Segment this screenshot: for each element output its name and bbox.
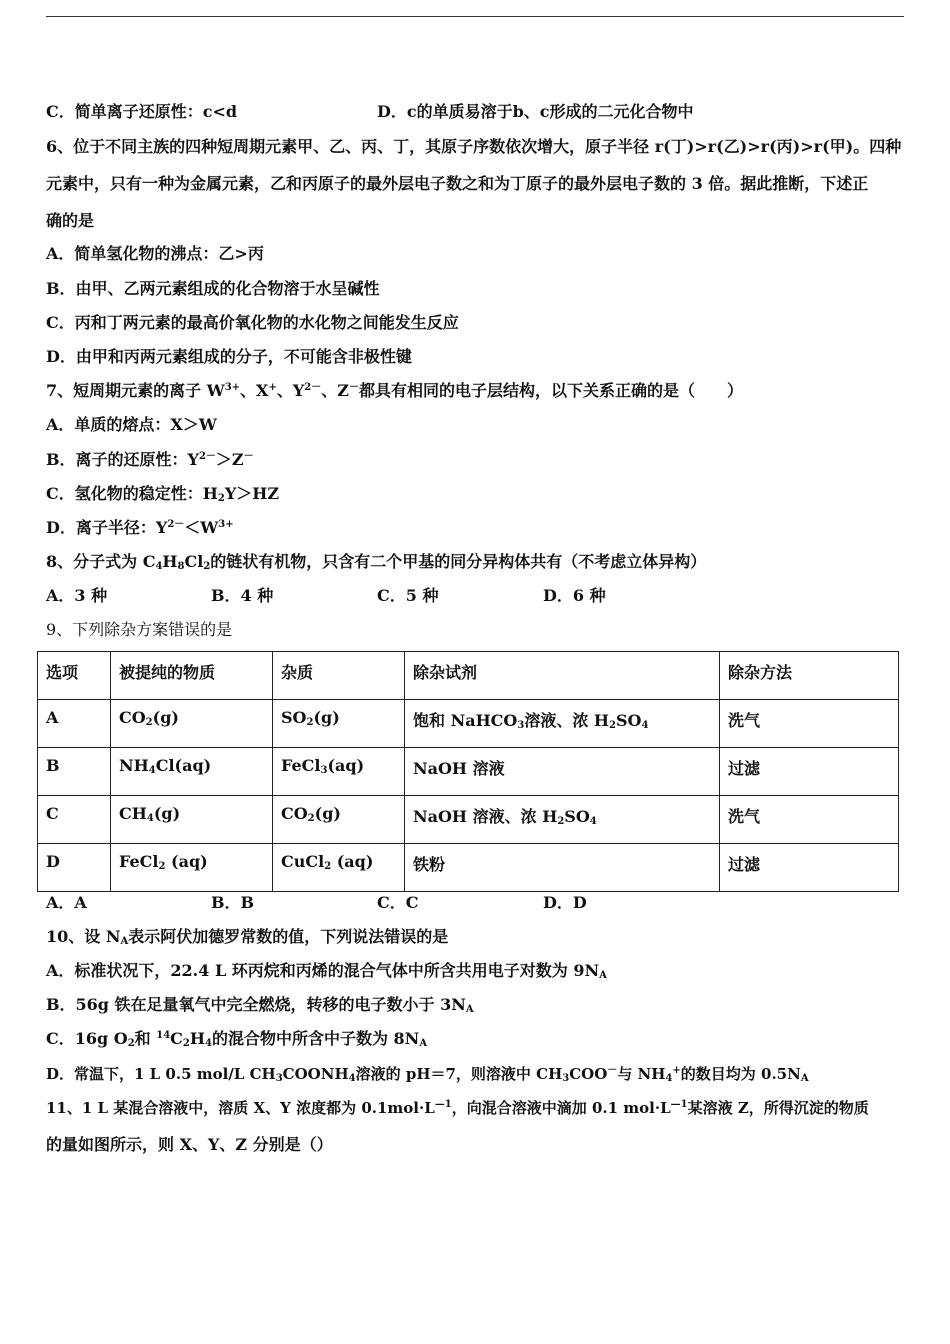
q9-stem: 9、下列除杂方案错误的是 xyxy=(46,620,233,639)
q8-option-b: B．4 种 xyxy=(211,586,274,605)
substance-cell: $NH_4Cl(aq)$ xyxy=(111,748,273,796)
q6-stem-line1: 6、位于不同主族的四种短周期元素甲、乙、丙、丁，其原子序数依次增大，原子半径 r(丁)>r(乙)>r(丙)>r(甲)。四种 xyxy=(46,137,902,156)
method-cell: 过滤 xyxy=(720,844,899,892)
substance-cell: $CO_2(g)$ xyxy=(111,700,273,748)
reagent-cell: 铁粉 xyxy=(405,844,720,892)
q11-stem-line2: 的量如图所示，则 X、Y、Z 分别是（） xyxy=(46,1135,333,1154)
table-row xyxy=(38,700,899,748)
header-cell: 除杂方法 xyxy=(720,652,899,700)
q6-option-c: C．丙和丁两元素的最高价氧化物的水化物之间能发生反应 xyxy=(46,313,459,332)
q11-stem-line1: 11、1 L 某混合溶液中，溶质 X、Y 浓度都为 $0.1mol\cdot L^{—1}$，向混合溶液中滴加 0.1 $mol\cdot L^{—1}$某溶液 Z，所得沉淀的物质 xyxy=(46,1099,869,1117)
option-cell: D xyxy=(38,844,111,892)
table-header-row xyxy=(38,652,899,700)
q10-option-b: B．56g 铁在足量氧气中完全燃烧，转移的电子数小于 $3N_A$ xyxy=(46,995,474,1015)
option-cell: C xyxy=(38,796,111,844)
q9-option-b: B．B xyxy=(211,893,255,912)
method-cell: 过滤 xyxy=(720,748,899,796)
q6-stem-line3: 确的是 xyxy=(46,211,95,230)
q8-stem: 8、分子式为 $C_4H_8Cl_2$的链状有机物，只含有二个甲基的同分异构体共有（不考虑立体异构） xyxy=(46,552,707,572)
reagent-cell: NaOH 溶液、浓 $H_2SO_4$ xyxy=(405,796,720,844)
impurity-cell: $SO_2(g)$ xyxy=(273,700,405,748)
method-cell: 洗气 xyxy=(720,700,899,748)
q9-table xyxy=(37,651,899,892)
q8-option-a: A．3 种 xyxy=(46,586,108,605)
substance-cell: $CH_4(g)$ xyxy=(111,796,273,844)
q6-option-a: A．简单氢化物的沸点：乙>丙 xyxy=(46,244,264,263)
table-row xyxy=(38,748,899,796)
q9-option-d: D．D xyxy=(543,893,587,912)
q7-option-b: B．离子的还原性：$Y^{2-}>Z^-$ xyxy=(46,450,254,469)
impurity-cell: FeCl$_3$(aq) xyxy=(273,748,405,796)
header-rule xyxy=(46,16,904,17)
q7-option-c: C．氢化物的稳定性：$H_2Y>HZ$ xyxy=(46,484,280,504)
method-cell: 洗气 xyxy=(720,796,899,844)
table-row xyxy=(38,844,899,892)
header-cell: 除杂试剂 xyxy=(405,652,720,700)
q6-stem-line2: 元素中，只有一种为金属元素，乙和丙原子的最外层电子数之和为丁原子的最外层电子数的 3 倍。据此推断，下述正 xyxy=(46,174,869,193)
header-cell: 选项 xyxy=(38,652,111,700)
reagent-cell: 饱和 NaHCO$_3$溶液、浓 $H_2SO_4$ xyxy=(405,700,720,748)
q7-stem: 7、短周期元素的离子 $W^{3+}$、X+、$Y^{2-}$、Z－都具有相同的电子层结构，以下关系正确的是（ ） xyxy=(46,381,743,400)
option-cell: B xyxy=(38,748,111,796)
substance-cell: FeCl$_2$ (aq) xyxy=(111,844,273,892)
q5-option-d: D．c的单质易溶于b、c形成的二元化合物中 xyxy=(377,102,694,121)
q7-option-d: D．离子半径：$Y^{2-}<W^{3+}$ xyxy=(46,518,234,537)
q6-option-b: B．由甲、乙两元素组成的化合物溶于水呈碱性 xyxy=(46,279,380,298)
q9-option-a: A．A xyxy=(46,893,87,912)
table-row xyxy=(38,796,899,844)
q10-stem: 10、设 $N_A$表示阿伏加德罗常数的值，下列说法错误的是 xyxy=(46,927,449,947)
impurity-cell: $CO_2(g)$ xyxy=(273,796,405,844)
impurity-cell: CuCl$_2$ (aq) xyxy=(273,844,405,892)
q7-option-a: A．单质的熔点：X＞W xyxy=(46,415,217,434)
option-cell: A xyxy=(38,700,111,748)
q8-option-d: D．6 种 xyxy=(543,586,606,605)
q9-option-c: C．C xyxy=(377,893,419,912)
q5-option-c: C．简单离子还原性：c<d xyxy=(46,102,238,121)
reagent-cell: NaOH 溶液 xyxy=(405,748,720,796)
q8-option-c: C．5 种 xyxy=(377,586,439,605)
q10-option-d: D．常温下，1 L 0.5 mol/L $CH_3COONH_4$溶液的 pH＝7，则溶液中 $CH_3COO^-$与 $NH_4^+$的数目均为 $0.5N_A$ xyxy=(46,1065,809,1084)
header-cell: 被提纯的物质 xyxy=(111,652,273,700)
header-cell: 杂质 xyxy=(273,652,405,700)
q10-option-a: A．标准状况下，22.4 L 环丙烷和丙烯的混合气体中所含共用电子对数为 $9N_A$ xyxy=(46,961,607,981)
q6-option-d: D．由甲和丙两元素组成的分子，不可能含非极性键 xyxy=(46,347,412,366)
q10-option-c: C．16g $O_2$和 $^{14}C_2H_4$的混合物中所含中子数为 $8N_A$ xyxy=(46,1029,428,1049)
